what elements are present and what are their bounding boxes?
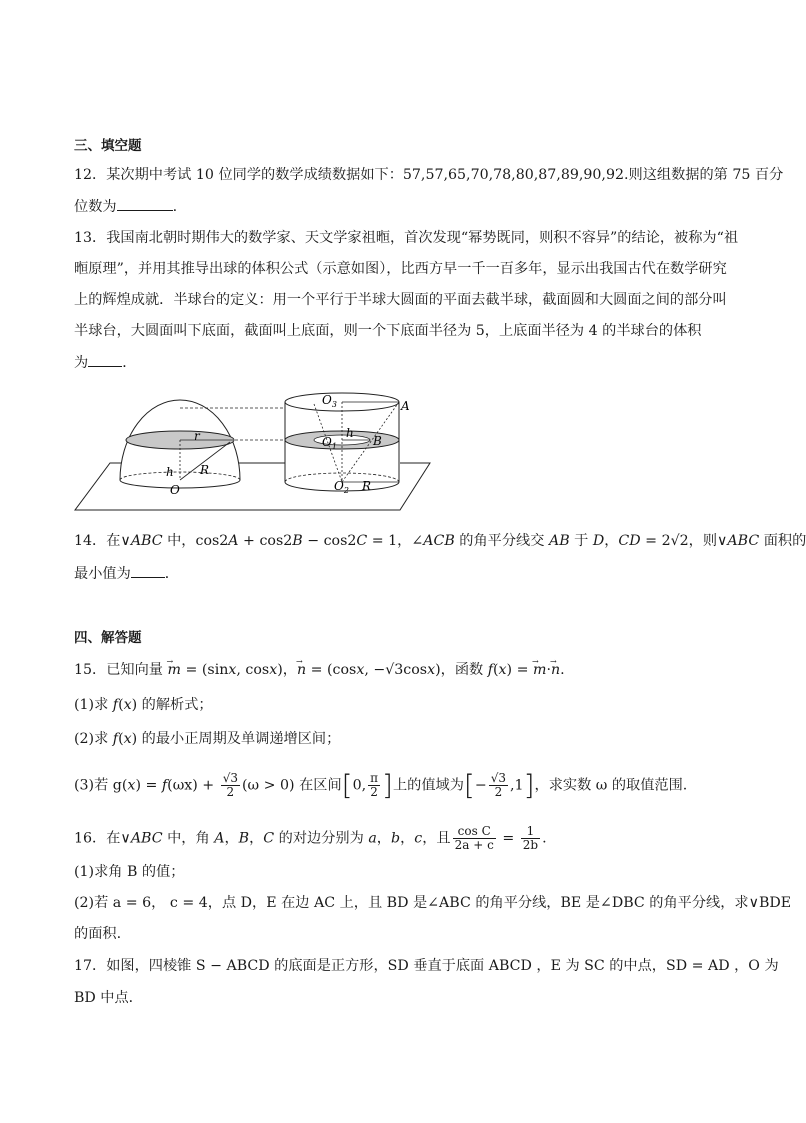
label-h-left: h <box>166 465 174 479</box>
q15-sub1: (1)求 f(x) 的解析式； <box>74 697 213 713</box>
label-O3: $O_3$ <box>322 393 337 409</box>
label-O-left: O <box>170 483 180 497</box>
answer-blank[interactable] <box>88 352 122 367</box>
q13-line1: 13．我国南北朝时期伟大的数学家、天文学家祖暅，首次发现“幂势既同，则积不容异”的结论，被称为“祖 <box>74 230 739 246</box>
answer-blank[interactable] <box>131 563 165 578</box>
q15-sub2: (2)求 f(x) 的最小正周期及单调递增区间； <box>74 731 341 747</box>
q13-line3: 上的辉煌成就．半球台的定义：用一个平行于半球大圆面的平面去截半球，截面圆和大圆面之间的部分叫 <box>74 292 727 308</box>
q14-line2: 最小值为 ． <box>74 563 734 584</box>
zu-geng-figure <box>70 390 440 515</box>
label-h-right: h <box>346 426 354 440</box>
q16-sub1: (1)求角 B 的值； <box>74 864 185 880</box>
q16-line1: 16．在∨ABC 中，角 A，B，C 的对边分别为 a，b，c，且 $\frac{\text{cos C}}{2a + c}$ = $\frac{1}{2b}$ . <box>74 824 547 852</box>
q13-line4: 半球台，大圆面叫下底面，截面叫上底面，则一个下底面半径为 5，上底面半径为 4 的半球台的体积 <box>74 323 702 339</box>
label-R-right: R <box>362 479 372 493</box>
label-O2: $O_2$ <box>334 479 349 495</box>
section-title-fill-in: 三、填空题 <box>74 138 142 154</box>
q16-sub2: (2)若 a = 6， c = 4，点 D，E 在边 AC 上，且 BD 是∠ABC 的角平分线，BE 是∠DBC 的角平分线，求∨BDE <box>74 895 792 911</box>
q14-line1: 14．在∨ABC 中，cos2A + cos2B − cos2C = 1，∠ACB 的角平分线交 AB 于 D，CD = 2√2，则∨ABC 面积的 <box>74 533 806 549</box>
label-r: r <box>194 429 200 443</box>
q17-line1: 17．如图，四棱锥 S − ABCD 的底面是正方形，SD 垂直于底面 ABCD ，E 为 SC 的中点，SD = AD ，O 为 <box>74 958 779 974</box>
answer-blank[interactable] <box>117 196 173 211</box>
label-O1: $O_1$ <box>322 435 337 451</box>
q16-sub2-end: 的面积. <box>74 926 122 942</box>
label-A: A <box>401 399 410 413</box>
q13-line2: 暅原理”，并用其推导出球的体积公式（示意如图），比西方早一千一百多年，显示出我国古代在数学研究 <box>74 261 727 277</box>
label-B: B <box>373 434 382 448</box>
section-title-solve: 四、解答题 <box>74 630 142 646</box>
q15-line1: 15．已知向量 → m = (sinx, cosx)，→ n = (cosx, −√3cosx)，函数 f(x) = → m·→ n. <box>74 660 734 680</box>
q12-line2: 位数为 . <box>74 196 734 217</box>
q12-line1: 12．某次期中考试 10 位同学的数学成绩数据如下：57,57,65,70,78,80,87,89,90,92.则这组数据的第 75 百分 <box>74 167 784 183</box>
q15-sub3: (3)若 g(x) = f(ωx) + $\frac{√3}{2}$ (ω > 0) 在区间[0, $\frac{\pi}{2}$ ]上的值域为[− $\frac{√3}{2}$ ,1]，求实数 ω 的取值范围. <box>74 768 688 802</box>
q17-line2: BD 中点． <box>74 990 143 1006</box>
q13-line5: 为 ． <box>74 352 734 373</box>
label-R-left: R <box>200 463 210 477</box>
